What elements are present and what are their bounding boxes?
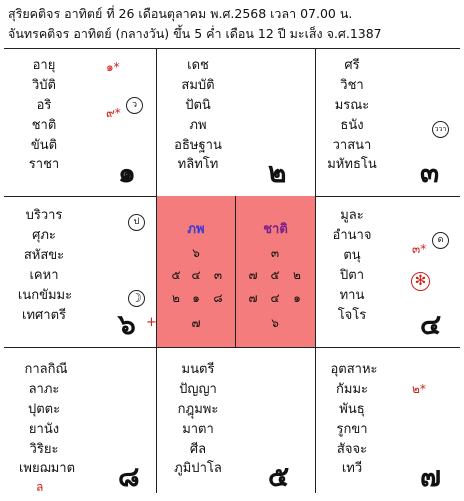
house-2-word-4: ภพ [189, 118, 207, 133]
house-7-word-5: สัจจะ [336, 442, 368, 457]
house-7-number: ๗ [420, 460, 442, 493]
house-7-word-2: กัมมะ [336, 382, 368, 397]
house-8-word-3: ปุตตะ [27, 402, 61, 417]
bhap-number: ๗ [191, 316, 201, 330]
house-4-red-mark: ๓* [412, 242, 427, 256]
chat-number: ๑ [293, 291, 301, 305]
chat-title: ชาติ [263, 222, 288, 237]
house-1-word-5: ขันติ [30, 138, 58, 153]
house-5-word-1: มนตรี [181, 362, 215, 377]
bhap-title: ภพ [187, 222, 205, 237]
chat-number: ๖ [271, 316, 279, 330]
bhap-number: ๒ [172, 291, 180, 305]
grid-line-top [4, 48, 460, 49]
house-3-word-1: ศรี [344, 58, 360, 73]
house-2-word-2: สมบัติ [181, 78, 215, 93]
house-6-number: ๖ [118, 308, 136, 341]
house-5-word-4: มาตา [182, 422, 214, 437]
house-8-word-2: ลาภะ [28, 382, 60, 397]
house-1-word-1: อายุ [32, 58, 56, 73]
house-1-word-6: ราชา [28, 157, 60, 172]
house-6-word-2: ศุภะ [32, 228, 56, 243]
house-8-word-5: วิริยะ [29, 442, 59, 457]
house-2-word-1: เดช [187, 58, 209, 73]
house-3-word-3: มรณะ [334, 98, 370, 113]
house-3-word-6: มหัทธโน [327, 157, 377, 172]
house-4-word-1: มูละ [340, 208, 364, 223]
house-6-word-5: เนกขัมมะ [17, 288, 73, 303]
center-divider [235, 196, 236, 347]
bhap-number: ๔ [191, 268, 201, 282]
house-8-number: ๘ [118, 460, 140, 493]
grid-line-lower [4, 347, 460, 348]
house-2-word-5: อธิษฐาน [174, 138, 222, 153]
house-8-word-4: ยานัง [28, 422, 60, 437]
house-6-word-3: สหัสขะ [23, 248, 65, 263]
house-7-word-1: อุตสาหะ [330, 362, 378, 377]
house-3-word-5: วาสนา [332, 138, 372, 153]
lunar-date-line: จันทรคติจร อาทิตย์ (กลางวัน) ขึ้น 5 ค่ำ เดือน 12 ปี มะเส็ง จ.ศ.1387 [8, 26, 382, 41]
bhap-number: ๘ [213, 291, 223, 305]
house-1-word-4: ชาติ [31, 118, 57, 133]
house-3-number: ๓ [420, 156, 440, 189]
house-8-word-1: กาลกิณี [24, 362, 68, 377]
bhap-number: ๓ [213, 268, 223, 282]
house-4-word-5: ทาน [339, 288, 365, 303]
house-5-word-2: ปัญญา [179, 382, 217, 397]
house-3-word-4: ธนัง [340, 118, 364, 133]
sun-icon: ✻ [411, 272, 430, 291]
house-7-word-4: รูกขา [336, 422, 368, 437]
house-6-word-6: เทศาตรี [22, 308, 66, 323]
grid-line-right [315, 48, 316, 493]
house-1-red-mark-2: ๙* [106, 106, 121, 120]
house-7-red-mark: ๒* [412, 382, 426, 396]
house-6-plus-mark: + [146, 315, 157, 330]
chat-number: ๓ [270, 246, 280, 260]
house-1-number: ๑ [118, 156, 136, 189]
house-5-word-3: กฎุมพะ [177, 402, 219, 417]
house-8-word-6: เพยฌมาต [18, 461, 76, 476]
planet-symbol-icon: ววา [432, 121, 449, 138]
house-2-number: ๒ [268, 156, 287, 189]
bhap-number: ๖ [192, 246, 200, 260]
bhap-number: ๕ [171, 268, 181, 282]
house-5-word-5: ศีล [189, 442, 207, 457]
house-5-number: ๕ [268, 460, 290, 493]
house-2-word-3: ปัตนิ [185, 98, 211, 113]
house-4-word-4: ปิตา [340, 268, 364, 283]
chat-number: ๗ [248, 291, 258, 305]
planet-symbol-icon: ป [128, 214, 145, 231]
house-6-word-1: บริวาร [25, 208, 63, 223]
chat-number: ๗ [248, 268, 258, 282]
chat-box [236, 196, 315, 347]
solar-date-line: สุริยคติจร อาทิตย์ ที่ 26 เดือนตุลาคม พ.ศ.2568 เวลา 07.00 น. [8, 6, 353, 21]
house-6-word-4: เคหา [29, 268, 59, 283]
house-5-word-6: ภูมิปาโล [174, 461, 222, 476]
chat-number: ๔ [270, 291, 280, 305]
chat-number: ๕ [270, 268, 280, 282]
house-4-word-6: โจโร [337, 308, 367, 323]
bhap-number: ๑ [192, 291, 200, 305]
bhap-box [157, 196, 235, 347]
planet-symbol-icon: ว [126, 97, 143, 114]
house-1-word-2: วิบัติ [32, 78, 56, 93]
house-3-word-2: วิชา [340, 78, 364, 93]
house-1-red-mark: ๑* [106, 60, 120, 74]
house-7-word-6: เทวี [341, 461, 363, 476]
house-4-word-2: อำนาจ [332, 228, 372, 243]
house-4-number: ๔ [420, 308, 442, 341]
planet-symbol-icon: ด [432, 232, 449, 249]
house-8-red-mark: ล [36, 480, 44, 494]
house-1-word-3: อริ [36, 98, 52, 113]
house-4-word-3: ตนุ [343, 248, 361, 263]
moon-icon: ☽ [128, 290, 145, 307]
house-7-word-3: พันธุ [339, 402, 365, 417]
chat-number: ๒ [293, 268, 301, 282]
house-2-word-6: ทลิทโท [177, 157, 219, 172]
